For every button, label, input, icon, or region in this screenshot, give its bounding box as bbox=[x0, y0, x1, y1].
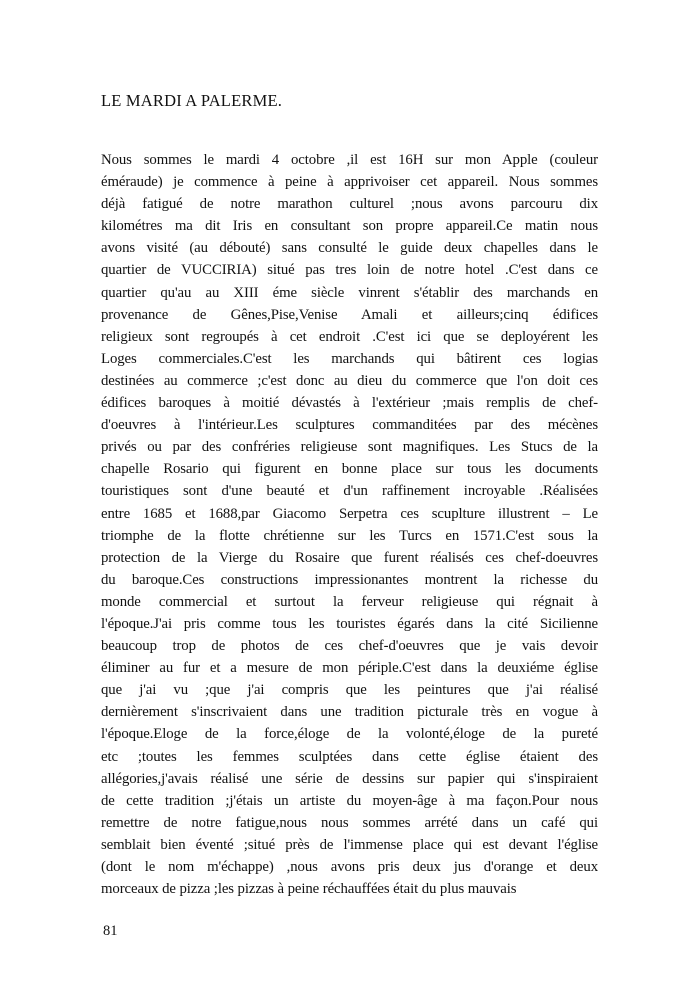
paragraph-line: éméraude) je commence à peine à apprivoiser cet appareil. Nous sommes bbox=[101, 174, 598, 191]
paragraph-line: (dont le nom m'échappe) ,nous avons pris deux jus d'orange et deux bbox=[101, 859, 598, 875]
paragraph-line: éliminer au fur et a mesure de mon périple.C'est dans la deuxiéme église bbox=[101, 660, 598, 677]
paragraph-line: monde commercial et surtout la ferveur religieuse qui régnait à bbox=[101, 593, 598, 610]
paragraph-line: que j'ai vu ;que j'ai compris que les peintures que j'ai réalisé bbox=[101, 682, 598, 699]
paragraph-line: triomphe de la flotte chrétienne sur les Turcs en 1571.C'est sous la bbox=[101, 527, 598, 544]
paragraph-line: provenance de Gênes,Pise,Venise Amali et ailleurs;cinq édifices bbox=[101, 306, 598, 323]
paragraph-line: religieux sont regroupés à cet endroit .C'est ici que se deployérent les bbox=[101, 328, 598, 345]
paragraph-line: l'époque.J'ai pris comme tous les touristes égarés dans la cité Sicilienne bbox=[101, 615, 598, 632]
body-paragraph bbox=[101, 149, 598, 900]
paragraph-line: privés ou par des confréries religieuse sont magnifiques. Les Stucs de la bbox=[101, 439, 598, 456]
paragraph-line: beaucoup trop de photos de ces chef-d'oeuvres que je vais devoir bbox=[101, 638, 598, 655]
paragraph-line: chapelle Rosario qui figurent en bonne place sur tous les documents bbox=[101, 461, 598, 478]
page-number: 81 bbox=[103, 923, 118, 939]
paragraph-line: remettre de notre fatigue,nous nous sommes arrété dans un café qui bbox=[101, 814, 598, 831]
paragraph-line: destinées au commerce ;c'est donc au dieu du commerce que l'on doit ces bbox=[101, 372, 598, 389]
paragraph-line: dernièrement s'inscrivaient dans une tradition picturale très en vogue à bbox=[101, 704, 598, 721]
paragraph-line: kilométres ma dit Iris en consultant son propre appareil.Ce matin nous bbox=[101, 218, 598, 235]
paragraph-line: allégories,j'avais réalisé une série de dessins sur papier qui s'inspiraient bbox=[101, 770, 598, 787]
paragraph-line: de cette tradition ;j'étais un artiste du moyen-âge à ma façon.Pour nous bbox=[101, 792, 598, 809]
paragraph-line: morceaux de pizza ;les pizzas à peine réchauffées était du plus mauvais bbox=[101, 881, 517, 898]
paragraph-line: touristiques sont d'une beauté et d'un raffinement incroyable .Réalisées bbox=[101, 483, 598, 500]
paragraph-line: Loges commerciales.C'est les marchands qui bâtirent ces logias bbox=[101, 350, 598, 367]
paragraph-line: etc ;toutes les femmes sculptées dans cette église étaient des bbox=[101, 748, 598, 765]
paragraph-line: édifices baroques à moitié dévastés à l'extérieur ;mais remplis de chef- bbox=[101, 395, 598, 412]
paragraph-line: entre 1685 et 1688,par Giacomo Serpetra ces scuplture illustrent – Le bbox=[101, 505, 598, 522]
paragraph-line: du baroque.Ces constructions impressionantes montrent la richesse du bbox=[101, 571, 598, 588]
paragraph-line: Nous sommes le mardi 4 octobre ,il est 16H sur mon Apple (couleur bbox=[101, 152, 598, 168]
paragraph-line: déjà fatigué de notre marathon culturel ;nous avons parcouru dix bbox=[101, 196, 598, 213]
paragraph-line: d'oeuvres à l'intérieur.Les sculptures commanditées par des mécènes bbox=[101, 417, 598, 434]
paragraph-line: semblait bien éventé ;situé près de l'immense place qui est devant l'église bbox=[101, 836, 598, 853]
paragraph-line: l'époque.Eloge de la force,éloge de la volonté,éloge de la pureté bbox=[101, 726, 598, 743]
paragraph-line: quartier de VUCCIRIA) situé pas tres loin de notre hotel .C'est dans ce bbox=[101, 262, 598, 279]
page-title: LE MARDI A PALERME. bbox=[101, 91, 283, 110]
paragraph-line: quartier qu'au au XIII éme siècle vinrent s'établir des marchands en bbox=[101, 284, 598, 301]
paragraph-line: protection de la Vierge du Rosaire que furent réalisés ces chef-doeuvres bbox=[101, 549, 598, 566]
paragraph-line: avons visité (au débouté) sans consulté le guide deux chapelles dans le bbox=[101, 240, 598, 257]
